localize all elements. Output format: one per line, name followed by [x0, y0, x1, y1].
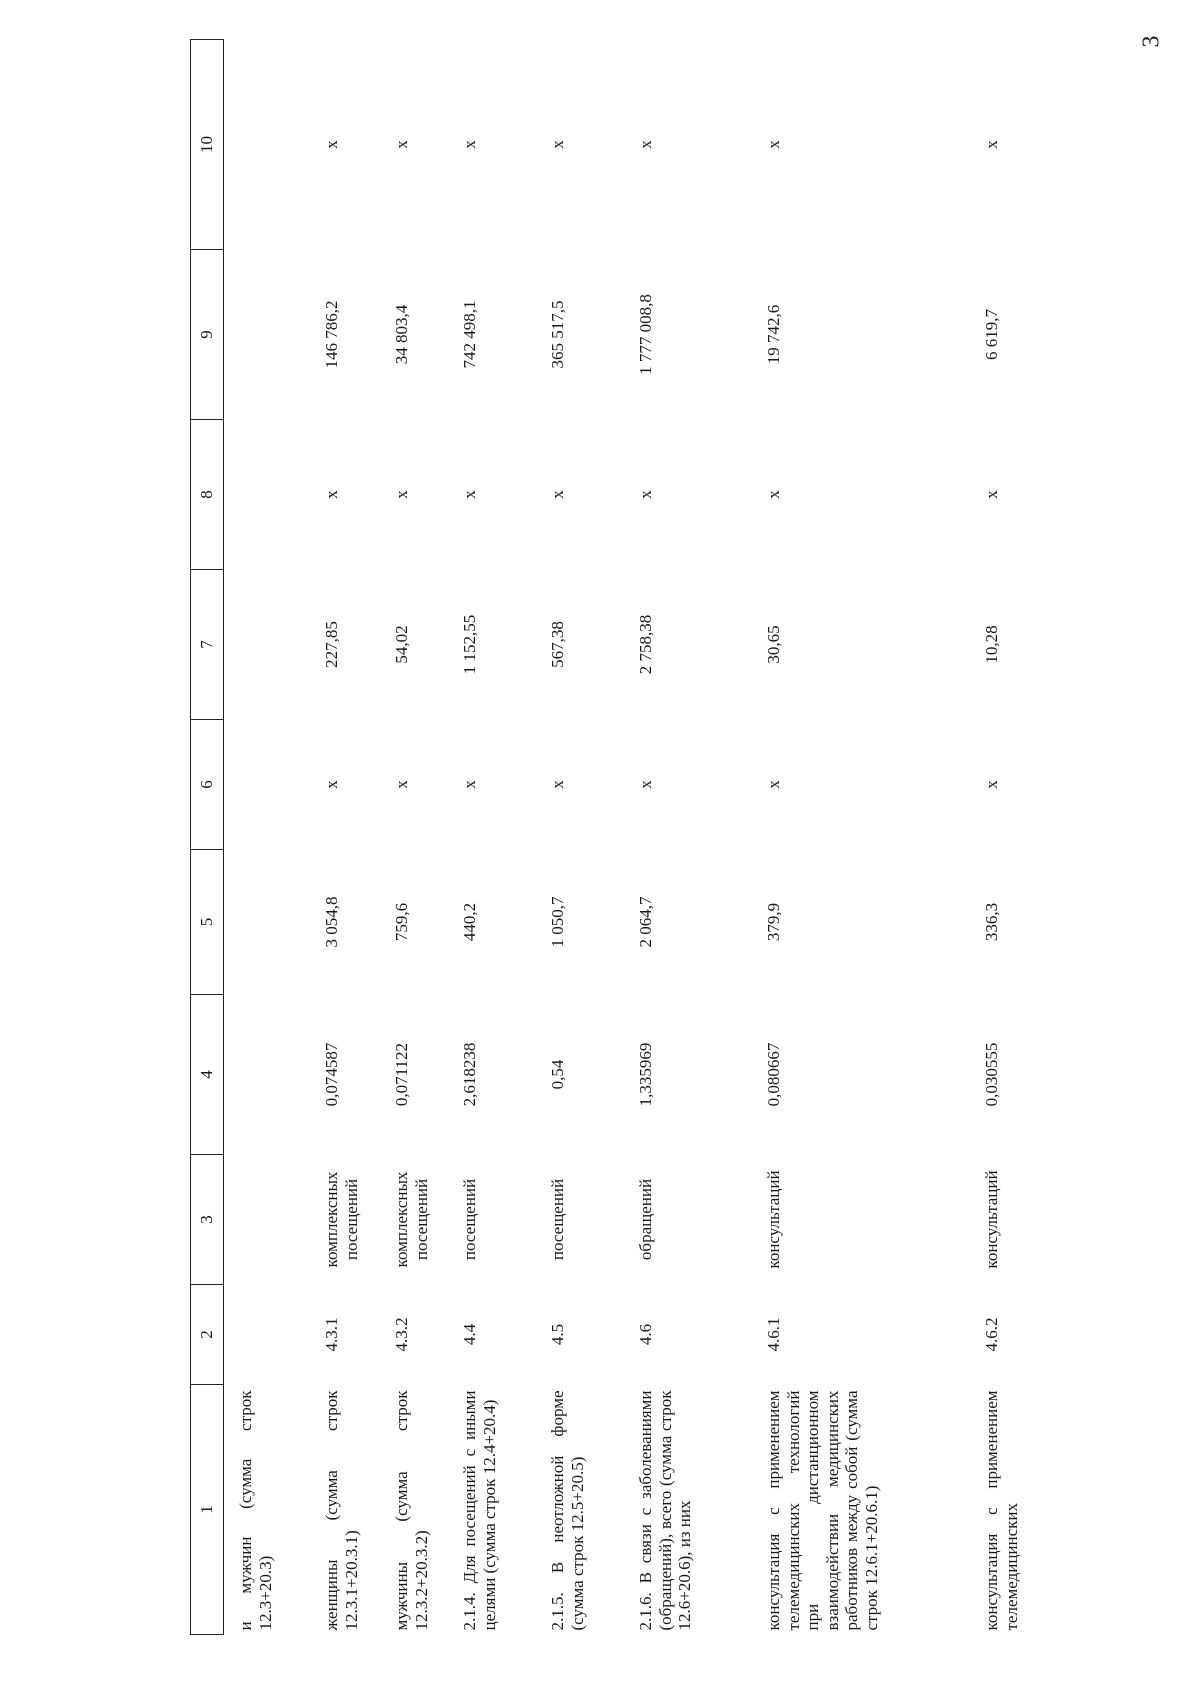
page-number: 3	[1138, 35, 1165, 48]
header-cell: 9	[191, 250, 224, 420]
row-label: женщины (сумма строк 12.3.1+20.3.1)	[322, 1390, 361, 1631]
data-table	[190, 39, 1058, 1635]
header-cell: 3	[191, 1155, 224, 1285]
value-cell: 2 758,38	[636, 614, 655, 675]
table-row	[310, 40, 380, 1635]
table-row	[624, 40, 752, 1635]
value-cell: 19 742,6	[764, 304, 783, 365]
value-cell: 440,2	[460, 902, 479, 942]
table-row	[380, 40, 448, 1635]
value-cell: х	[548, 780, 567, 789]
value-cell: 0,071122	[392, 1042, 411, 1107]
row-code: 4.6	[636, 1323, 655, 1346]
table-row	[448, 40, 536, 1635]
unit-cell: посещений	[548, 1178, 567, 1261]
row-code: 4.5	[548, 1323, 567, 1346]
header-cell: 4	[191, 995, 224, 1155]
row-code: 4.3.1	[322, 1317, 341, 1352]
value-cell	[224, 850, 311, 995]
value-cell	[224, 250, 311, 420]
value-cell: 1 777 008,8	[636, 294, 655, 375]
value-cell	[224, 720, 311, 850]
value-cell: х	[764, 780, 783, 789]
value-cell: 2 064,7	[636, 896, 655, 948]
value-cell: х	[392, 140, 411, 149]
value-cell: х	[982, 490, 1001, 499]
table-row	[224, 40, 311, 1635]
value-cell: х	[548, 140, 567, 149]
value-cell: х	[982, 780, 1001, 789]
row-label: мужчины (сумма строк 12.3.2+20.3.2)	[392, 1390, 431, 1631]
value-cell: 54,02	[392, 625, 411, 664]
value-cell: х	[322, 140, 341, 149]
value-cell: х	[636, 140, 655, 149]
row-code: 4.6.1	[764, 1317, 783, 1352]
value-cell: 0,074587	[322, 1042, 341, 1107]
value-cell: 0,030555	[982, 1042, 1001, 1107]
value-cell: х	[322, 780, 341, 789]
unit-cell	[224, 1155, 311, 1285]
value-cell: 0,080667	[764, 1042, 783, 1107]
header-cell: 7	[191, 570, 224, 720]
value-cell: 2,618238	[460, 1042, 479, 1107]
value-cell: 336,3	[982, 902, 1001, 942]
table-row	[752, 40, 970, 1635]
value-cell	[224, 995, 311, 1155]
value-cell: х	[636, 490, 655, 499]
value-cell: 0,54	[548, 1059, 567, 1090]
unit-cell: комплексных посещений	[392, 1171, 431, 1268]
value-cell: х	[392, 780, 411, 789]
row-code: 4.6.2	[982, 1317, 1001, 1352]
value-cell: х	[764, 490, 783, 499]
value-cell: х	[322, 490, 341, 499]
rotated-table-sheet	[190, 40, 1021, 1635]
header-cell: 6	[191, 720, 224, 850]
value-cell: 30,65	[764, 625, 783, 664]
value-cell: х	[460, 490, 479, 499]
value-cell: х	[460, 140, 479, 149]
row-code: 4.4	[460, 1323, 479, 1346]
value-cell: 365 517,5	[548, 300, 567, 369]
header-cell: 2	[191, 1285, 224, 1385]
row-label: 2.1.5. В неотложной форме (сумма строк 12.5+20.5)	[548, 1390, 587, 1631]
value-cell: х	[636, 780, 655, 789]
unit-cell: комплексных посещений	[322, 1171, 361, 1268]
value-cell	[224, 40, 311, 250]
header-cell: 1	[191, 1385, 224, 1635]
unit-cell: консультаций	[764, 1170, 783, 1269]
value-cell: 1 050,7	[548, 896, 567, 948]
row-label: консультация с применением телемедицинских технологий при дистанционном взаимодействии медицинских работников между собой (сумма строк 12.6.1+20.6.1)	[764, 1390, 881, 1631]
value-cell: 6 619,7	[982, 309, 1001, 360]
value-cell: 567,38	[548, 621, 567, 668]
value-cell: 3 054,8	[322, 896, 341, 948]
row-label: 2.1.4. Для посещений с иными целями (сумма строк 12.4+20.4)	[460, 1390, 499, 1631]
value-cell: х	[392, 490, 411, 499]
row-code: 4.3.2	[392, 1317, 411, 1352]
unit-cell: обращений	[636, 1178, 655, 1261]
value-cell	[224, 420, 311, 570]
header-cell: 8	[191, 420, 224, 570]
value-cell: 227,85	[322, 621, 341, 668]
value-cell: х	[982, 140, 1001, 149]
value-cell: 379,9	[764, 902, 783, 942]
table-row	[536, 40, 624, 1635]
unit-cell: посещений	[460, 1178, 479, 1261]
header-row	[191, 40, 224, 1635]
value-cell: х	[764, 140, 783, 149]
header-cell: 5	[191, 850, 224, 995]
unit-cell: консультаций	[982, 1170, 1001, 1269]
value-cell: 1 152,55	[460, 614, 479, 675]
row-label: и мужчин (сумма строк 12.3+20.3)	[236, 1390, 275, 1631]
table-row	[970, 40, 1058, 1635]
row-label: 2.1.6. В связи с заболеваниями (обращений), всего (сумма строк 12.6+20.6), из них	[636, 1390, 695, 1631]
value-cell: 742 498,1	[460, 300, 479, 369]
value-cell: 10,28	[982, 625, 1001, 664]
value-cell: х	[548, 490, 567, 499]
value-cell: 146 786,2	[322, 300, 341, 369]
row-code	[224, 1285, 311, 1385]
row-label: консультация с применением телемедицинских	[982, 1390, 1021, 1631]
value-cell: 759,6	[392, 902, 411, 942]
value-cell	[224, 570, 311, 720]
value-cell: х	[460, 780, 479, 789]
value-cell: 34 803,4	[392, 304, 411, 365]
value-cell: 1,335969	[636, 1042, 655, 1107]
header-cell: 10	[191, 40, 224, 250]
